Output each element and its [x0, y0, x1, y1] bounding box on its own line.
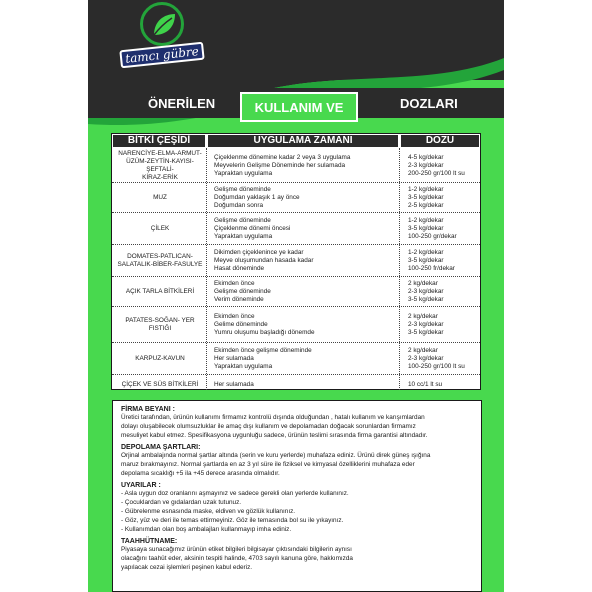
timing-cell: [214, 149, 400, 182]
header-part-2: KULLANIM VE: [254, 99, 344, 115]
table-header: [112, 134, 480, 148]
plant-cell: [116, 149, 204, 182]
timing-cell-line: Yapraktan uygulama: [214, 232, 273, 240]
table-row: [112, 277, 480, 307]
dose-cell: [408, 245, 480, 276]
plant-cell-line: MUZ: [153, 193, 167, 201]
plant-cell: [116, 343, 204, 374]
brand-name: tamcı gübre: [124, 44, 200, 66]
leaf-icon: [150, 11, 178, 39]
timing-cell-line: Doğumdan sonra: [214, 201, 264, 209]
timing-cell-line: Her sulamada: [214, 381, 254, 388]
timing-cell-line: Gelişme döneminde: [214, 287, 271, 295]
notes-section-title: UYARILAR :: [121, 482, 161, 489]
timing-cell-line: Gelime döneminde: [214, 320, 268, 328]
timing-cell-line: Çiçeklenme dönemine kadar 2 veya 3 uygulama: [214, 153, 351, 161]
timing-cell: [214, 307, 400, 342]
plant-cell-line: ÇİLEK: [150, 224, 170, 232]
dose-cell-line: 3-5 kg/dekar: [408, 224, 444, 232]
timing-cell: [214, 277, 400, 306]
plant-cell-line: SALATALIK-BİBER-FASULYE: [117, 260, 203, 268]
plant-cell-line: NARENCİYE-ELMA-ARMUT-: [118, 149, 202, 157]
timing-cell-line: Gelişme döneminde: [214, 216, 271, 224]
notes-line: maruz bırakmayınız. Normal şartlarda en az 3 yıl süre ile fiziksel ve kimyasal özelliklerini muhafaza eder: [121, 461, 415, 468]
column-header-plant: BİTKİ ÇEŞİDİ: [113, 135, 205, 147]
timing-cell: [214, 245, 400, 276]
dose-cell-line: 1-2 kg/dekar: [408, 185, 444, 193]
table-row: [112, 307, 480, 343]
notes-line: - Kullanımdan olan boş ambalajları kullanmayıp imha ediniz.: [121, 526, 292, 533]
notes-section-title: TAAHHÜTNAME:: [121, 538, 178, 545]
header-part-3: DOZLARI: [400, 96, 458, 111]
column-header-dose: DOZU: [401, 135, 479, 147]
table-row: [112, 245, 480, 277]
table-row: [112, 149, 480, 183]
plant-cell: [116, 245, 204, 276]
timing-cell-line: Meyvelerin Gelişme Döneminde her sulamada: [214, 161, 346, 169]
dose-cell-line: 2-3 kg/dekar: [408, 354, 444, 362]
timing-cell-line: Doğumdan yaklaşık 1 ay önce: [214, 193, 300, 201]
notes-section-title: DEPOLAMA ŞARTLARI:: [121, 444, 201, 451]
notes-section-title: FİRMA BEYANI :: [121, 406, 175, 413]
plant-cell: [116, 307, 204, 342]
brand-logo: [114, 2, 210, 92]
plant-cell: [116, 183, 204, 212]
plant-cell-line: KARPUZ-KAVUN: [135, 354, 185, 362]
dose-cell-line: 1-2 kg/dekar: [408, 248, 444, 256]
plant-cell-line: ÇİÇEK VE SÜS BİTKİLERİ: [121, 381, 199, 388]
dose-cell-line: 4-5 kg/dekar: [408, 153, 444, 161]
timing-cell-line: Dikimden çiçeklenince ye kadar: [214, 248, 304, 256]
notes-line: yapılacak cezai işlemleri peşinen kabul ederiz.: [121, 564, 253, 571]
dose-cell-line: 1-2 kg/dekar: [408, 216, 444, 224]
dose-cell-line: 2 kg/dekar: [408, 346, 438, 354]
plant-cell-line: ÜZÜM-ZEYTİN-KAYISI-ŞEFTALİ-: [126, 157, 194, 173]
usage-table: [111, 133, 481, 390]
table-row: [112, 213, 480, 245]
logo-banner: [119, 42, 204, 69]
timing-cell-line: Yapraktan uygulama: [214, 169, 273, 177]
dose-cell-line: 2 kg/dekar: [408, 279, 438, 287]
timing-cell-line: Meyve oluşumundan hasada kadar: [214, 256, 314, 264]
notes-line: dolayı oluşabilecek olumsuzluklar ile amaç dışı kullanım ve depolamadan doğacak sorunlardan firmamız: [121, 423, 416, 430]
timing-cell-line: Çiçeklenme dönemi öncesi: [214, 224, 291, 232]
dose-cell-line: 10 cc/1 lt su: [408, 381, 443, 388]
notes-box: [112, 400, 482, 592]
notes-line: - Çocuklardan ve gıdalardan uzak tutunuz.: [121, 499, 242, 506]
plant-cell: [116, 277, 204, 306]
header-part-1: ÖNERİLEN: [148, 96, 216, 111]
dose-cell: [408, 343, 480, 374]
dose-cell-line: 3-5 kg/dekar: [408, 295, 444, 303]
dose-cell: [408, 307, 480, 342]
notes-line: Üretici tarafından, ürünün kullanımı firmamız kontrolü dışında olduğundan , hatalı kullanım ve karışımlardan: [121, 414, 425, 421]
timing-cell-line: Hasat döneminde: [214, 264, 265, 272]
dose-cell-line: 100-250 gr/dekar: [408, 232, 457, 240]
dose-cell-line: 2-3 kg/dekar: [408, 161, 444, 169]
column-header-timing: UYGULAMA ZAMANI: [208, 135, 398, 147]
dose-cell-line: 100-250 fr/dekar: [408, 264, 455, 272]
notes-line: - Gübrelenme esnasında maske, eldiven ve gözlük kullanınız.: [121, 508, 296, 515]
dose-cell: [408, 183, 480, 212]
plant-cell-line: KİRAZ-ERİK: [142, 173, 178, 181]
dose-cell-line: 200-250 gr/100 lt su: [408, 169, 465, 177]
dose-cell: [408, 375, 480, 395]
plant-cell-line: DOMATES-PATLICAN-: [127, 252, 193, 260]
dose-cell-line: 100-250 gr/100 lt su: [408, 362, 465, 370]
dose-cell: [408, 149, 480, 182]
plant-cell-line: AÇIK TARLA BİTKİLERİ: [125, 287, 195, 295]
plant-cell: [116, 213, 204, 244]
timing-cell: [214, 183, 400, 212]
notes-line: Piyasaya sunacağımız ürünün etiket bilgileri bilgisayar çıktısındaki bilgilerin aynısı: [121, 546, 352, 553]
timing-cell-line: Ekimden önce gelişme döneminde: [214, 346, 312, 354]
dose-cell: [408, 213, 480, 244]
dose-cell-line: 2-5 kg/dekar: [408, 201, 444, 209]
label-page: [88, 0, 504, 592]
notes-line: - Göz, yüz ve deri ile temas ettirmeyiniz. Göz ile temasında bol su ile yıkayınız.: [121, 517, 344, 524]
timing-cell-line: Her sulamada: [214, 354, 254, 362]
logo-ring: [140, 2, 184, 46]
timing-cell: [214, 343, 400, 374]
dose-cell-line: 3-5 kg/dekar: [408, 328, 444, 336]
dose-cell: [408, 277, 480, 306]
dose-cell-line: 2-3 kg/dekar: [408, 287, 444, 295]
timing-cell-line: Verim döneminde: [214, 295, 264, 303]
timing-cell-line: Gelişme döneminde: [214, 185, 271, 193]
timing-cell-line: Yumru oluşumu başladığı dönemde: [214, 328, 315, 336]
plant-cell: [116, 375, 204, 395]
notes-line: - Asla uygun doz oranlarını aşmayınız ve sadece gerekli olan yerlerde kullanınız.: [121, 490, 349, 497]
table-row: [112, 183, 480, 213]
header-part-2-box: [240, 92, 358, 122]
table-row: [112, 343, 480, 375]
timing-cell: [214, 213, 400, 244]
timing-cell-line: Ekimden önce: [214, 312, 255, 320]
dose-cell-line: 3-5 kg/dekar: [408, 256, 444, 264]
notes-line: olacağını taahüt eder, aksinin tespiti halinde, 4703 sayılı kanuna göre, hakkımızda: [121, 555, 353, 562]
timing-cell-line: Ekimden önce: [214, 279, 255, 287]
timing-cell: [214, 375, 400, 395]
plant-cell-line: PATATES-SOĞAN- YER FISTIĞI: [125, 316, 195, 332]
notes-line: mesuliyet kabul etmez. Spesifikasyona uygunluğu sadece, ürünün teslimi sırasında firma garantisi altındadır.: [121, 432, 428, 439]
dose-cell-line: 2-3 kg/dekar: [408, 320, 444, 328]
timing-cell-line: Yapraktan uygulama: [214, 362, 273, 370]
dose-cell-line: 2 kg/dekar: [408, 312, 438, 320]
table-row: [112, 375, 480, 395]
notes-line: depolama sıcaklığı +5 ila +45 derece arasında olmalıdır.: [121, 470, 280, 477]
notes-line: Orjinal ambalajında normal şartlar altında (serin ve kuru yerlerde) muhafaza ediniz. Ürünü direk güneş ışığına: [121, 452, 431, 459]
dose-cell-line: 3-5 kg/dekar: [408, 193, 444, 201]
